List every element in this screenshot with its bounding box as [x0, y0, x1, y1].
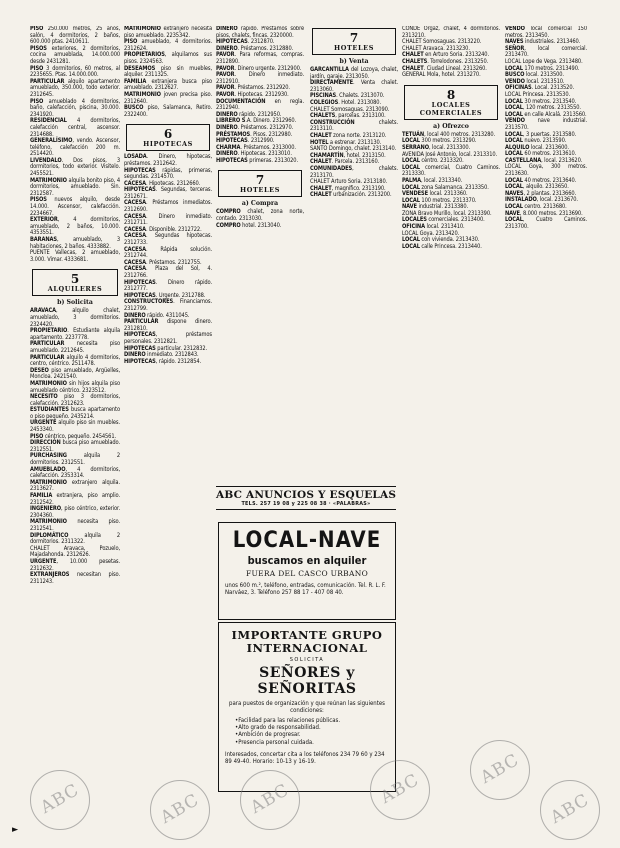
- ads-list: [216, 209, 304, 229]
- classified-ad: LOCALES comerciales. 2313400.: [402, 217, 485, 224]
- ads-list: [402, 26, 500, 79]
- section-number: 8: [446, 87, 456, 102]
- classified-ad: NAVE industrial. 2313380.: [402, 204, 469, 211]
- ads-list: [216, 26, 304, 164]
- classified-ad: MATRIMONIO necesita piso. 2312541.: [30, 519, 120, 532]
- classified-ad: PARTICULAR necesita piso amueblado. 2212645.: [30, 341, 120, 354]
- classified-ad: NAVE, 8.000 metros. 2313690.: [505, 210, 583, 217]
- subsection-label: b) Solicita: [57, 299, 93, 307]
- classified-ad: CHALET. Ciudad Lineal. 2313260.: [402, 65, 487, 72]
- classified-ad: HIPOTECAS primeras. 2313020.: [216, 157, 298, 164]
- classified-ad: CHALET Somosaguas. 2313220.: [402, 39, 482, 46]
- classified-ad: PROPIETARIO. Estudiante alquila apartamento. 2237778.: [30, 328, 120, 341]
- classified-ad: RESIDENCIAL 4 dormitorios, calefacción central, ascensor. 2314688.: [30, 118, 120, 138]
- section-label: HOTELES: [239, 186, 280, 195]
- local-nave-ad: [218, 522, 396, 620]
- section-number: 5: [70, 272, 80, 287]
- classified-ad: CACESA. Hipotecas. 2312660.: [124, 180, 201, 187]
- classified-ad: LOCAL 60 metros. 2313610.: [505, 151, 577, 158]
- abc-watermark-icon: ABC: [30, 770, 90, 830]
- classified-ad: LOCAL 30 metros. 2313540.: [505, 98, 577, 105]
- classified-ad: FAMILIA extranjera busca piso amueblado. 2312627.: [124, 78, 212, 92]
- classified-ad: PROPIETARIOS, alquilamos sus pisos. 2324563.: [124, 52, 212, 65]
- classified-ad: CACESA. Préstamos inmediatos. 2312690.: [124, 200, 212, 214]
- section-header-alquileres: [32, 269, 118, 296]
- abc-watermark-icon: ABC: [240, 770, 300, 830]
- classified-ad: CACESA. Segundas hipotecas. 2312733.: [124, 233, 212, 247]
- classified-ad: CHALETS, parcelas. 2313100.: [310, 113, 386, 120]
- classified-ad: LOCAL Goya. 2313420.: [402, 230, 460, 237]
- classified-ad: PAVOR. Préstamos. 2312920.: [216, 85, 290, 92]
- classified-ad: CHALET urbanización. 2313200.: [310, 192, 392, 199]
- classified-ad: LOCAL, alquilo. 2313650.: [505, 184, 569, 191]
- classified-ad: URGENTE, 10.000 pesetas. 2312632.: [30, 558, 120, 572]
- column-1: [30, 26, 120, 838]
- classified-ad: EXTERIOR, 4 dormitorios, amueblado, 2 baños, 10.000. 4353551.: [30, 217, 120, 237]
- classified-ad: CONSTRUCCIÓN chalets. 2313110.: [310, 119, 398, 133]
- classified-ad: PAVOR. Para reformas, compras. 2312890.: [216, 52, 304, 65]
- classified-ad: LOSADA. Dinero, hipotecas, préstamos. 2312642.: [124, 154, 212, 167]
- classified-ad: ZONA Bravo Murillo, local. 2313390.: [402, 210, 492, 217]
- classified-ad: CHALET Aravaca. 2313230.: [402, 45, 470, 52]
- classified-ad: DESEO piso amueblado, Argüelles, Moncloa. 2421540.: [30, 367, 120, 381]
- classified-ad: LOCAL, 120 metros. 2313550.: [505, 105, 581, 112]
- ad-body: unos 600 m.², teléfono, entradas, comunicación. Tel. R. L. F. Narváez, 3. Teléfono 257 88 17 - 407 08 40.: [225, 582, 386, 596]
- ad-subhead: buscamos en alquiler: [247, 554, 367, 567]
- classified-ad: LOCAL zona Salamanca. 2313350.: [402, 184, 489, 191]
- condition-item: • Alto grado de responsabilidad.: [235, 724, 395, 731]
- classified-ad: MATRIMONIO sin hijos alquila piso amueblado céntrico. 2323512.: [30, 380, 120, 394]
- classified-ad: VENDO local comercial 150 metros. 2313450.: [505, 26, 587, 39]
- classified-ad: VENDO nave industrial. 2313570.: [505, 118, 587, 131]
- classified-ad: HIPOTECAS. 2312990.: [216, 138, 275, 145]
- classified-ad: LOCAL, Cuatro Caminos. 2313700.: [505, 217, 587, 230]
- classified-ad: URGENTE alquilo piso sin muebles. 2453340.: [30, 420, 120, 434]
- ad-subhead-2: SEÑORES y SEÑORITAS: [257, 665, 357, 697]
- classified-ad: DINERO rápido. 2312950.: [216, 111, 282, 118]
- classified-ad: DINERO. Préstamos. 2312970.: [216, 124, 294, 131]
- classified-ad: NECESITO piso 3 dormitorios, calefacción. 2312623.: [30, 394, 120, 407]
- classified-ad: HIPOTECAS rápidas, primeras, segundas. 2314570.: [124, 167, 212, 181]
- classified-ad: ARAVACA, alquilo chalet, amueblado, 3 dormitorios. 2324420.: [30, 308, 120, 328]
- ad-contact: Interesados, concertar cita a los teléfonos 234 79 60 y 234 89 49-40. Horario: 10-13 y 16-19.: [225, 750, 385, 765]
- classified-ad: PISO céntrico, pequeño. 2454561.: [30, 433, 117, 440]
- classified-ad: AMUEBLADO, 4 dormitorios, calefacción. 2353314.: [30, 466, 120, 480]
- ad-subhead: SOLICITA: [289, 657, 325, 663]
- classified-ad: CHALETS. Torrelodones. 2313250.: [402, 58, 489, 65]
- abc-watermark-icon: ABC: [150, 780, 210, 840]
- classified-ad: BARANAS, amueblado, 3 habitaciones, 2 baños. 4333882.: [30, 237, 120, 250]
- classified-ad: INGENIERO, piso céntrico, exterior. 2304360.: [30, 506, 120, 519]
- ad-headline: LOCAL-NAVE: [232, 528, 382, 553]
- abc-watermark-icon: ABC: [540, 780, 600, 840]
- classified-ad: CHALET Somosaguas. 2313090.: [310, 106, 390, 113]
- classified-ad: PALMA, local. 2313340.: [402, 177, 463, 184]
- column-2: [124, 26, 212, 838]
- grupo-internacional-ad: [218, 622, 396, 792]
- classified-ad: CACESA. Dinero inmediato. 2312711.: [124, 213, 212, 227]
- classified-ad: LOCAL Princesa. 2313530.: [505, 91, 570, 98]
- classified-ad: PRÉSTAMOS. Pisos. 2312980.: [216, 131, 293, 138]
- arrow-right-icon: ►: [12, 825, 19, 835]
- section-label: HOTELES: [333, 44, 374, 52]
- classified-ad: COMPRO hotel. 2313040.: [216, 222, 282, 229]
- classified-ad: GARCANTILLA del Lozoya, chalet, jardín, garaje. 2313050.: [310, 67, 398, 80]
- classified-ad: PAVOR. Hipotecas. 2312930.: [216, 91, 289, 98]
- classified-ad: PISOS nuevos alquilo, desde 14.000. Ascensor, calefacción. 2234667.: [30, 197, 120, 217]
- classified-ad: TETUÁN, local 400 metros. 2313280.: [402, 131, 496, 138]
- classified-ad: CONSTRUCTORES. Financiamos. 2312799.: [124, 299, 212, 312]
- classified-ad: DINERO. Hipotecas. 2313010.: [216, 151, 292, 158]
- condition-item: • Ambición de progresar.: [235, 731, 395, 738]
- classified-ad: PAVOR. Dinero inmediato. 2312910.: [216, 72, 304, 85]
- classified-ad: VENDO local. 2313510.: [505, 78, 565, 85]
- classified-ad: GENERAL Mola, hotel. 2313270.: [402, 72, 481, 79]
- classified-ad: LIBRERO S.A. Dinero. 2312960.: [216, 118, 297, 125]
- classified-ad: CHALET Arturo Soria. 2313180.: [310, 179, 388, 186]
- classified-ad: CACESA. Disponible. 2312722.: [124, 226, 202, 233]
- classified-ad: INSTALADO, local. 2313670.: [505, 197, 578, 204]
- classified-ad: LOCAL Goya, 300 metros. 2313630.: [505, 164, 587, 178]
- section-label: HIPOTECAS: [143, 140, 193, 149]
- section-header-hoteles: [218, 170, 302, 197]
- classified-ad: PISO amueblado, 4 dormitorios. 2312624.: [124, 39, 212, 52]
- classified-ad: HIPOTECAS. Segundas, terceras. 2312671.: [124, 187, 212, 200]
- classified-ad: CHAMARTÍN, hotel. 2313150.: [310, 152, 386, 159]
- classified-ad: LIVENDALO. Dos pisos, 3 dormitorios, todo exterior. Visitelo. 2455521.: [30, 157, 120, 178]
- classified-ad: COLEGIOS. Hotel. 2313080.: [310, 99, 381, 106]
- abc-anuncios-banner: [216, 486, 396, 510]
- conditions-list: [235, 717, 395, 746]
- classified-ad: DIRECTAMENTE. Venta chalet. 2313060.: [310, 80, 398, 93]
- classified-ad: LOCAL nuevo. 2313590.: [505, 138, 567, 145]
- classified-ad: NAVES industriales. 2313460.: [505, 39, 581, 46]
- classified-ad: CHALET Aravaca, Pozuelo, Majadahonda. 2312626.: [30, 545, 120, 559]
- classified-ad: LOCAL comercial, Cuatro Caminos. 2313330.: [402, 164, 500, 178]
- ads-list: [124, 154, 212, 365]
- classified-ad: DESEAMOS piso sin muebles, alquiler. 2311325.: [124, 65, 212, 79]
- classified-ad: DIRECCIÓN busca piso amueblado. 2312551.: [30, 440, 120, 453]
- classified-ad: BUSCO piso, Salamanca, Retiro. 2322400.: [124, 105, 212, 118]
- section-number: 7: [255, 173, 265, 188]
- subsection-label: a) Compra: [241, 200, 279, 208]
- ads-list: [30, 26, 120, 263]
- classified-ad: PARTICULAR alquilo 4 dormitorios, centro, céntrico. 2511478.: [30, 354, 120, 368]
- classified-ad: LOCAL centro. 2313320.: [402, 158, 464, 165]
- classified-ad: PISO 250.000 metros, 25 años, salón, 4 dormitorios, 2 baños, 600.000 ptas. 2410611.: [30, 26, 120, 46]
- section-number: 7: [349, 31, 359, 45]
- classified-ad: OFICINA local. 2313410.: [402, 224, 465, 231]
- classified-ad: VENDESE local. 2313360.: [402, 191, 468, 198]
- classified-ad: BUSCO local. 2313500.: [505, 72, 564, 79]
- classified-ad: DINERO. Préstamos. 2312880.: [216, 45, 294, 52]
- classified-ad: DINERO rápido. 4311045.: [124, 312, 190, 319]
- abc-watermark-icon: ABC: [470, 740, 530, 800]
- classified-ad: LOCAL 40 metros. 2313640.: [505, 177, 577, 184]
- classified-ad: LOCAL calle Princesa. 2313440.: [402, 243, 482, 250]
- classified-ad: PARTICULAR dispone dinero. 2312810.: [124, 319, 212, 332]
- ads-list: [124, 26, 212, 118]
- classified-ad: LOCAL centro. 2313680.: [505, 204, 567, 211]
- banner-phones: TELS. 257 19 08 y 225 08 38 · «PALABRAS»: [241, 501, 371, 507]
- classified-ad: ESTUDIANTES busca apartamento o piso pequeño. 2435214.: [30, 407, 120, 420]
- section-header-hipotecas: [126, 124, 210, 151]
- classified-ad: GENERALÍSIMO, vendo. Ascensor, teléfono, calefacción 200 m. 2514420.: [30, 138, 120, 158]
- classified-ad: PURCHASING alquila 2 dormitorios. 2312551.: [30, 453, 120, 467]
- condition-item: • Facilidad para las relaciones públicas.: [235, 717, 395, 724]
- column-6: [505, 26, 587, 838]
- classified-ad: DOCUMENTACIÓN en regla. 2312940.: [216, 98, 304, 112]
- classified-ad: LOCAL 170 metros. 2313490.: [505, 65, 580, 72]
- ads-list: [310, 67, 398, 199]
- section-number: 6: [163, 127, 173, 142]
- column-3: [216, 26, 304, 478]
- classified-ad: PUENTE Vallecas, 2 amueblado, 3.000. Vimar. 4333681.: [30, 250, 120, 263]
- classified-ad: PISOS exteriores, 2 dormitorios, cocina amueblada, 14.000.000 desde 2431281.: [30, 45, 120, 65]
- banner-title: ABC ANUNCIOS Y ESQUELAS: [216, 489, 397, 501]
- classified-ad: SERRANO, local. 2313300.: [402, 144, 471, 151]
- classified-ad: CACESA. Rápida solución. 2312744.: [124, 246, 212, 260]
- classified-ad: CASTELLANA, local. 2313620.: [505, 157, 583, 164]
- classified-ad: PAVOR. Dinero urgente. 2312900.: [216, 65, 302, 72]
- section-header-hoteles-venta: [312, 28, 396, 55]
- classified-ad: PISCINAS. Chalets. 2313070.: [310, 93, 385, 100]
- abc-watermark-icon: ABC: [370, 760, 430, 820]
- subsection-label: b) Venta: [339, 58, 369, 65]
- classified-ad: DINERO inmediato. 2312843.: [124, 352, 199, 359]
- classified-ad: CACESA. Plaza del Sol, 4. 2312766.: [124, 266, 212, 279]
- classified-ad: LOCAL, 3 puertas. 2313580.: [505, 131, 577, 138]
- classified-ad: CONDE Orgaz, chalet, 4 dormitorios. 2313210.: [402, 26, 500, 39]
- ads-list: [402, 132, 500, 251]
- classified-ad: COMUNIDADES, chalets. 2313170.: [310, 165, 398, 179]
- classified-ad: DIPLOMÁTICO alquila 2 dormitorios. 2311322.: [30, 532, 120, 546]
- classified-ad: CHARMA. Préstamos. 2313000.: [216, 144, 296, 151]
- classified-ad: LOCAL 300 metros. 2313290.: [402, 138, 477, 145]
- classified-ad: CACESA. Préstamos. 2312755.: [124, 259, 202, 266]
- classified-ad: HIPOTECAS. Urgente. 2312788.: [124, 292, 206, 299]
- ads-list: [30, 308, 120, 585]
- section-header-locales: [404, 85, 498, 120]
- classified-ad: LOCAL 100 metros. 2313370.: [402, 197, 477, 204]
- classified-ad: CHALET en Arturo Soria. 2313240.: [402, 52, 489, 59]
- classified-ad: MATRIMONIO joven precisa piso. 2312640.: [124, 91, 212, 105]
- classified-ad: OFICINAS. Local. 2313520.: [505, 85, 575, 92]
- classified-ad: HIPOTECAS. Dinero rápido. 2312777.: [124, 279, 212, 293]
- classified-ad: MATRIMONIO extranjero alquila. 2313627.: [30, 479, 120, 493]
- classified-ad: COMPRO chalet, zona norte, contado. 2313030.: [216, 209, 304, 223]
- classified-ad: LOCAL con vivienda. 2313430.: [402, 237, 480, 244]
- ad-subhead-2: FUERA DEL CASCO URBANO: [245, 569, 369, 578]
- classified-ad: SANTO Domingo, chalet. 2313140.: [310, 146, 397, 153]
- classified-ad: HIPOTECAS particular. 2312832.: [124, 345, 208, 352]
- classified-ad: EXTRANJEROS necesitan piso. 2311243.: [30, 572, 120, 585]
- classified-ad: HIPOTECAS. 2312870.: [216, 39, 275, 46]
- classified-ad: AVENIDA José Antonio, local. 2313310.: [402, 151, 498, 158]
- classified-ad: PISO 3 dormitorios, 60 metros, al 2235655. Ptas. 14.000.000.: [30, 65, 120, 79]
- condition-item: • Presencia personal cuidada.: [235, 739, 395, 746]
- classified-ad: MATRIMONIO alquila bonito piso, 4 dormitorios, amueblado. Sin. 2312587.: [30, 177, 120, 197]
- classified-ad: PISO amueblado 4 dormitorios, baño, calefacción, piscina, 30.000. 2341920.: [30, 98, 120, 118]
- column-5: [402, 26, 500, 838]
- ad-headline: IMPORTANTE GRUPO INTERNACIONAL: [231, 628, 383, 655]
- column-4: [310, 26, 398, 478]
- classified-ad: NAVES, 2 plantas. 2313660.: [505, 190, 577, 197]
- classified-ad: SEÑOR, local comercial. 2313470.: [505, 45, 587, 59]
- classified-ad: CHALET zona norte. 2313120.: [310, 132, 387, 139]
- classified-ad: ALQUILO local. 2313600.: [505, 144, 569, 151]
- classified-ad: HIPOTECAS, préstamos personales. 2312821.: [124, 332, 212, 345]
- classified-ad: HOTEL a estrenar. 2313130.: [310, 139, 382, 146]
- classified-ad: FAMILIA extranjera, piso amplio. 2312542.: [30, 493, 120, 506]
- classified-ad: LOCAL en calle Alcalá. 2313560.: [505, 111, 587, 118]
- ads-list: [505, 26, 587, 230]
- subsection-label: a) Ofrezco: [433, 122, 469, 130]
- classified-ad: DINERO rápido. Préstamos sobre pisos, chalets, fincas. 2320000.: [216, 26, 304, 39]
- classified-ad: CHALET, magnífico. 2313190.: [310, 185, 386, 192]
- section-label: LOCALES COMERCIALES: [419, 100, 483, 117]
- ad-intro: para puestos de organización y que reúnan las siguientes condiciones:: [229, 700, 385, 714]
- classified-ad: MATRIMONIO extranjero necesita piso amueblado. 2235342.: [124, 26, 212, 39]
- classified-ad: LOCAL Lope de Vega. 2313480.: [505, 58, 583, 65]
- classified-ad: HIPOTECAS, rápido. 2312854.: [124, 358, 202, 365]
- section-label: ALQUILERES: [47, 285, 103, 294]
- classified-ad: CHALET. Parcela. 2313160.: [310, 159, 380, 166]
- classified-ad: PARTICULAR alquilo apartamento amueblado, 350.000, todo exterior. 2312645.: [30, 78, 120, 98]
